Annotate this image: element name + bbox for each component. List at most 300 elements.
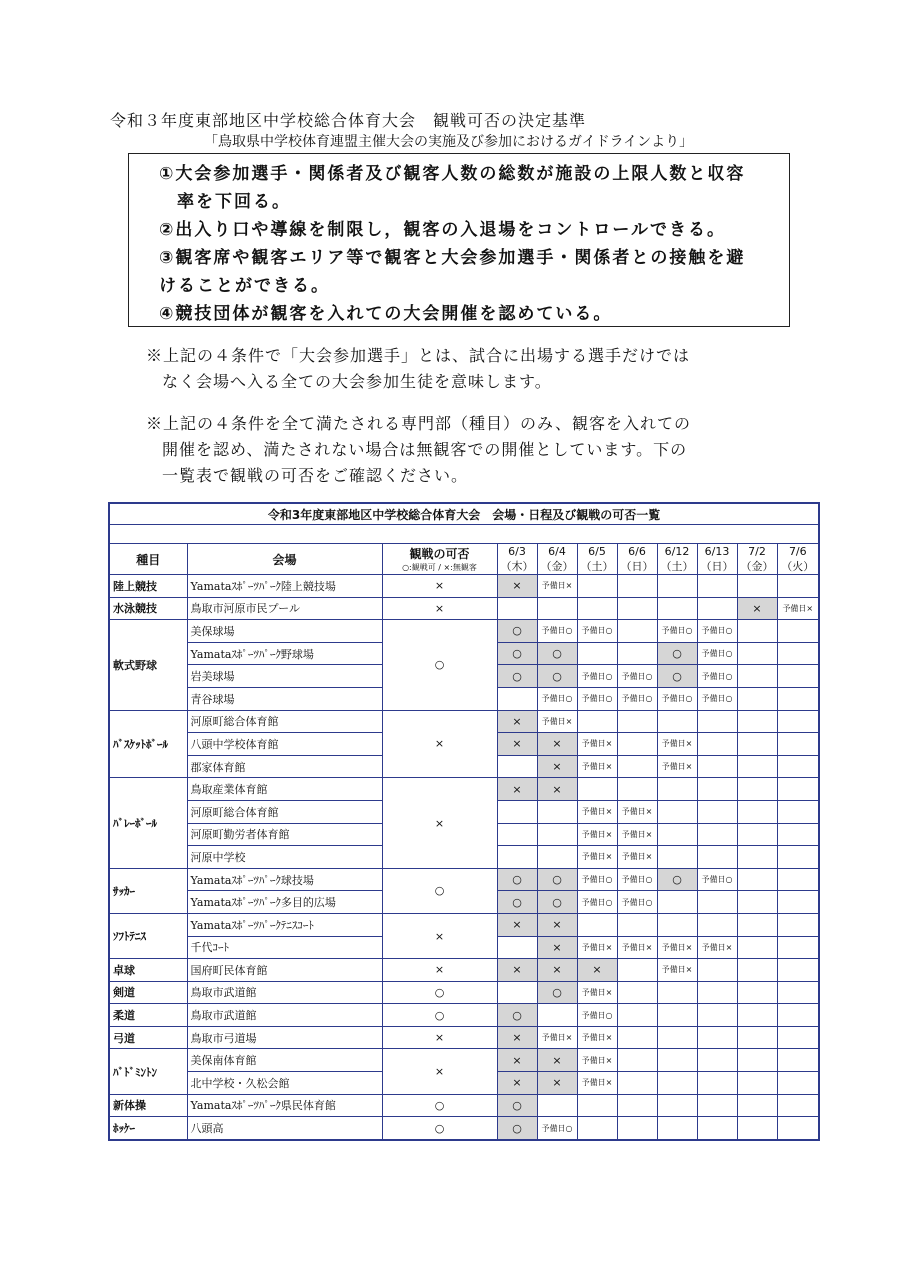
note-2-line-3: 一覧表で観戦の可否をご確認ください。 (162, 466, 469, 485)
schedule-cell (737, 778, 777, 801)
event-cell: ｻｯｶｰ (109, 868, 187, 913)
note-1-line-2: なく会場へ入る全ての大会参加生徒を意味します。 (162, 372, 552, 391)
schedule-cell: 予備日× (617, 823, 657, 846)
schedule-cell (617, 1072, 657, 1095)
schedule-cell (617, 913, 657, 936)
watch-status-cell: × (382, 1026, 497, 1049)
event-cell: ﾎｯｹｰ (109, 1117, 187, 1140)
event-cell: ｿﾌﾄﾃﾆｽ (109, 913, 187, 958)
schedule-cell: 予備日○ (657, 687, 697, 710)
schedule-cell: ○ (537, 891, 577, 914)
event-cell: 軟式野球 (109, 620, 187, 710)
schedule-cell (497, 936, 537, 959)
schedule-cell (617, 575, 657, 598)
schedule-cell: ○ (537, 665, 577, 688)
schedule-cell (697, 800, 737, 823)
event-cell: 卓球 (109, 959, 187, 982)
schedule-cell (697, 778, 737, 801)
schedule-cell (617, 642, 657, 665)
schedule-cell (617, 710, 657, 733)
schedule-cell (577, 642, 617, 665)
schedule-cell: × (497, 778, 537, 801)
schedule-cell (537, 1004, 577, 1027)
venue-cell: 河原町総合体育館 (187, 800, 382, 823)
table-row (109, 710, 819, 733)
event-cell: ﾊﾞｽｹｯﾄﾎﾞｰﾙ (109, 710, 187, 778)
schedule-cell (697, 575, 737, 598)
condition-1-cont: 率を下回る。 (177, 192, 291, 212)
schedule-cell (777, 1094, 819, 1117)
schedule-cell (617, 1004, 657, 1027)
schedule-cell: 予備日× (577, 800, 617, 823)
schedule-cell: ○ (657, 642, 697, 665)
schedule-cell: × (537, 913, 577, 936)
schedule-cell: 予備日× (577, 755, 617, 778)
schedule-cell (737, 868, 777, 891)
schedule-cell (777, 1049, 819, 1072)
table-row (109, 1094, 819, 1117)
schedule-cell (577, 913, 617, 936)
schedule-cell (657, 1117, 697, 1140)
venue-cell: 鳥取市武道館 (187, 981, 382, 1004)
schedule-cell: 予備日× (537, 1026, 577, 1049)
venue-cell: Yamataｽﾎﾟｰﾂﾊﾟｰｸ県民体育館 (187, 1094, 382, 1117)
watch-status-cell: × (382, 778, 497, 868)
header-day-label: （金） (540, 559, 574, 573)
schedule-cell: 予備日× (697, 936, 737, 959)
watch-status-cell: × (382, 710, 497, 778)
schedule-cell (497, 846, 537, 869)
schedule-cell (777, 778, 819, 801)
schedule-cell (697, 1094, 737, 1117)
schedule-cell (737, 891, 777, 914)
table-row (109, 1049, 819, 1072)
header-date-label: 6/6 (628, 544, 646, 558)
header-date (617, 544, 657, 575)
schedule-cell: 予備日× (537, 710, 577, 733)
header-date-label: 7/6 (788, 544, 807, 558)
schedule-cell: ○ (497, 642, 537, 665)
header-date-label: 7/2 (748, 544, 766, 558)
header-watch-label: 観戦の可否 (409, 547, 470, 561)
schedule-cell: × (537, 959, 577, 982)
venue-cell: 千代ｺｰﾄ (187, 936, 382, 959)
schedule-cell: ○ (497, 868, 537, 891)
schedule-cell (697, 755, 737, 778)
venue-cell: 河原町総合体育館 (187, 710, 382, 733)
schedule-cell (577, 575, 617, 598)
schedule-cell (697, 959, 737, 982)
note-2-line-1: ※上記の４条件を全て満たされる専門部（種目）のみ、観客を入れての (146, 414, 691, 433)
watch-status-cell: ○ (382, 981, 497, 1004)
page-title: 令和３年度東部地区中学校総合体育大会 観戦可否の決定基準 (110, 111, 587, 130)
schedule-cell (497, 800, 537, 823)
schedule-cell (537, 1094, 577, 1117)
schedule-cell: 予備日× (657, 755, 697, 778)
schedule-cell (617, 959, 657, 982)
table-row (109, 575, 819, 598)
header-date (777, 544, 819, 575)
schedule-cell (497, 597, 537, 620)
table-row (109, 959, 819, 982)
event-cell: ﾊﾞﾚｰﾎﾞｰﾙ (109, 778, 187, 868)
schedule-cell (617, 597, 657, 620)
schedule-cell: ○ (537, 642, 577, 665)
schedule-cell: × (537, 1072, 577, 1095)
schedule-cell: ○ (657, 868, 697, 891)
schedule-cell (737, 665, 777, 688)
schedule-cell: ○ (537, 981, 577, 1004)
venue-cell: Yamataｽﾎﾟｰﾂﾊﾟｰｸ多目的広場 (187, 891, 382, 914)
condition-1: ①大会参加選手・関係者及び観客人数の総数が施設の上限人数と収容 (159, 164, 746, 184)
watch-status-cell: ○ (382, 868, 497, 913)
header-date (577, 544, 617, 575)
schedule-cell: 予備日× (657, 936, 697, 959)
page-subtitle: 「鳥取県中学校体育連盟主催大会の実施及び参加におけるガイドラインより」 (204, 134, 694, 150)
schedule-cell (657, 981, 697, 1004)
schedule-cell: 予備日× (657, 733, 697, 756)
event-cell: 剣道 (109, 981, 187, 1004)
schedule-cell: 予備日× (617, 846, 657, 869)
venue-cell: 河原中学校 (187, 846, 382, 869)
schedule-cell: 予備日× (577, 936, 617, 959)
schedule-cell (777, 575, 819, 598)
schedule-cell (777, 959, 819, 982)
schedule-cell: ○ (657, 665, 697, 688)
schedule-cell (697, 710, 737, 733)
schedule-cell (657, 913, 697, 936)
table-header-row (109, 544, 819, 575)
schedule-cell (777, 868, 819, 891)
schedule-cell: × (537, 733, 577, 756)
venue-cell: 鳥取市武道館 (187, 1004, 382, 1027)
schedule-cell (777, 981, 819, 1004)
header-watch (382, 544, 497, 575)
schedule-cell (697, 1026, 737, 1049)
table-row (109, 868, 819, 891)
schedule-cell (737, 981, 777, 1004)
schedule-cell: × (497, 1072, 537, 1095)
note-1 (146, 343, 806, 395)
event-cell: 弓道 (109, 1026, 187, 1049)
schedule-cell (777, 936, 819, 959)
header-date (737, 544, 777, 575)
schedule-cell (657, 597, 697, 620)
schedule-cell: 予備日○ (697, 620, 737, 643)
schedule-cell (737, 1004, 777, 1027)
schedule-cell (537, 597, 577, 620)
table-caption: 令和3年度東部地区中学校総合体育大会 会場・日程及び観戦の可否一覧 (109, 503, 819, 525)
venue-cell: 北中学校・久松会館 (187, 1072, 382, 1095)
header-date-label: 6/3 (508, 544, 526, 558)
schedule-cell (617, 1094, 657, 1117)
condition-2: ②出入り口や導線を制限し，観客の入退場をコントロールできる。 (159, 220, 727, 240)
venue-cell: 青谷球場 (187, 687, 382, 710)
schedule-cell (577, 710, 617, 733)
schedule-cell: 予備日○ (577, 620, 617, 643)
schedule-cell (497, 823, 537, 846)
watch-status-cell: ○ (382, 1094, 497, 1117)
note-2 (146, 411, 806, 489)
watch-status-cell: ○ (382, 1117, 497, 1140)
schedule-cell: 予備日○ (697, 665, 737, 688)
schedule-cell: 予備日○ (617, 891, 657, 914)
schedule-cell: 予備日○ (577, 891, 617, 914)
venue-cell: 岩美球場 (187, 665, 382, 688)
watch-status-cell: × (382, 597, 497, 620)
header-venue: 会場 (187, 544, 382, 575)
schedule-cell (617, 778, 657, 801)
table-row (109, 778, 819, 801)
schedule-cell (657, 891, 697, 914)
schedule-cell: 予備日× (657, 959, 697, 982)
schedule-cell: 予備日○ (537, 687, 577, 710)
schedule-cell: × (497, 913, 537, 936)
header-date-label: 6/5 (588, 544, 606, 558)
schedule-cell: 予備日× (577, 733, 617, 756)
schedule-cell (697, 597, 737, 620)
schedule-cell (777, 1026, 819, 1049)
header-day-label: （金） (740, 559, 774, 573)
schedule-cell: × (537, 1049, 577, 1072)
event-cell: 新体操 (109, 1094, 187, 1117)
schedule-cell: ○ (497, 891, 537, 914)
schedule-cell (617, 620, 657, 643)
schedule-cell: ○ (497, 1094, 537, 1117)
schedule-cell (737, 1094, 777, 1117)
schedule-cell: ○ (497, 665, 537, 688)
schedule-cell (617, 1026, 657, 1049)
schedule-cell (777, 823, 819, 846)
schedule-table-body (109, 503, 819, 1140)
schedule-cell: 予備日○ (617, 665, 657, 688)
schedule-cell (697, 1004, 737, 1027)
schedule-cell: 予備日○ (697, 687, 737, 710)
venue-cell: 美保球場 (187, 620, 382, 643)
schedule-cell (697, 1072, 737, 1095)
schedule-cell (537, 800, 577, 823)
schedule-cell: 予備日○ (537, 620, 577, 643)
schedule-cell (697, 823, 737, 846)
schedule-cell: 予備日× (537, 575, 577, 598)
schedule-cell: × (497, 733, 537, 756)
venue-cell: 鳥取市河原市民プール (187, 597, 382, 620)
schedule-cell: 予備日○ (697, 868, 737, 891)
schedule-cell (737, 823, 777, 846)
watch-status-cell: × (382, 913, 497, 958)
schedule-cell (657, 778, 697, 801)
schedule-cell (657, 800, 697, 823)
schedule-cell: ○ (497, 620, 537, 643)
header-day-label: （木） (500, 559, 534, 573)
schedule-cell: 予備日× (617, 936, 657, 959)
schedule-cell (497, 981, 537, 1004)
schedule-cell (777, 891, 819, 914)
note-2-line-2: 開催を認め、満たされない場合は無観客での開催としています。下の (162, 440, 688, 459)
header-date (697, 544, 737, 575)
schedule-cell: 予備日× (777, 597, 819, 620)
schedule-cell (697, 891, 737, 914)
header-date-label: 6/12 (664, 544, 690, 558)
schedule-cell: 予備日× (577, 1049, 617, 1072)
schedule-cell: × (537, 936, 577, 959)
schedule-cell (617, 755, 657, 778)
schedule-cell (577, 778, 617, 801)
schedule-cell (657, 710, 697, 733)
schedule-cell: 予備日○ (577, 1004, 617, 1027)
venue-cell: Yamataｽﾎﾟｰﾂﾊﾟｰｸ野球場 (187, 642, 382, 665)
venue-cell: 国府町民体育館 (187, 959, 382, 982)
event-cell: 陸上競技 (109, 575, 187, 598)
schedule-cell (657, 1094, 697, 1117)
schedule-cell: 予備日× (577, 823, 617, 846)
schedule-cell (537, 846, 577, 869)
venue-cell: 鳥取産業体育館 (187, 778, 382, 801)
schedule-cell (777, 913, 819, 936)
schedule-cell (697, 846, 737, 869)
schedule-cell (737, 1117, 777, 1140)
schedule-cell: 予備日× (577, 846, 617, 869)
schedule-cell (537, 823, 577, 846)
schedule-cell: 予備日○ (697, 642, 737, 665)
schedule-cell (617, 1117, 657, 1140)
condition-3: ③観客席や観客エリア等で観客と大会参加選手・関係者との接触を避 (159, 248, 746, 268)
schedule-cell (577, 1094, 617, 1117)
schedule-cell (777, 687, 819, 710)
schedule-cell: 予備日○ (617, 868, 657, 891)
table-row (109, 1026, 819, 1049)
schedule-cell: 予備日× (577, 1072, 617, 1095)
schedule-cell: 予備日× (577, 981, 617, 1004)
schedule-cell (777, 642, 819, 665)
schedule-cell: 予備日○ (577, 665, 617, 688)
schedule-cell: 予備日○ (577, 868, 617, 891)
schedule-cell: × (497, 1026, 537, 1049)
schedule-cell (617, 981, 657, 1004)
schedule-cell (777, 1117, 819, 1140)
schedule-cell: × (737, 597, 777, 620)
header-watch-legend: ○:観戦可 / ×:無観客 (402, 563, 477, 572)
schedule-cell (777, 846, 819, 869)
venue-cell: 八頭高 (187, 1117, 382, 1140)
event-cell: 柔道 (109, 1004, 187, 1027)
header-day-label: （日） (620, 559, 654, 573)
schedule-cell: 予備日○ (537, 1117, 577, 1140)
schedule-cell (737, 1072, 777, 1095)
schedule-cell (577, 597, 617, 620)
schedule-cell: × (577, 959, 617, 982)
table-row (109, 597, 819, 620)
schedule-cell: 予備日○ (657, 620, 697, 643)
schedule-cell (577, 1117, 617, 1140)
schedule-cell (617, 733, 657, 756)
schedule-cell (777, 710, 819, 733)
schedule-cell (737, 575, 777, 598)
header-date (497, 544, 537, 575)
schedule-cell: × (497, 1049, 537, 1072)
schedule-cell (697, 1049, 737, 1072)
schedule-cell (737, 913, 777, 936)
table-row (109, 620, 819, 643)
schedule-cell (657, 1049, 697, 1072)
header-date-label: 6/4 (548, 544, 566, 558)
schedule-cell (657, 575, 697, 598)
schedule-cell (697, 913, 737, 936)
schedule-cell (697, 1117, 737, 1140)
schedule-cell: ○ (497, 1004, 537, 1027)
schedule-cell: × (497, 710, 537, 733)
schedule-cell: × (537, 755, 577, 778)
table-row (109, 1004, 819, 1027)
venue-cell: Yamataｽﾎﾟｰﾂﾊﾟｰｸ球技場 (187, 868, 382, 891)
schedule-cell: × (537, 778, 577, 801)
condition-4: ④競技団体が観客を入れての大会開催を認めている。 (159, 304, 613, 324)
schedule-cell (737, 710, 777, 733)
conditions-box (128, 153, 790, 327)
schedule-cell (737, 959, 777, 982)
event-cell: ﾊﾞﾄﾞﾐﾝﾄﾝ (109, 1049, 187, 1094)
header-day-label: （土） (660, 559, 694, 573)
schedule-cell (737, 642, 777, 665)
schedule-cell (497, 755, 537, 778)
table-row (109, 981, 819, 1004)
venue-cell: Yamataｽﾎﾟｰﾂﾊﾟｰｸ陸上競技場 (187, 575, 382, 598)
watch-status-cell: × (382, 575, 497, 598)
header-date (657, 544, 697, 575)
watch-status-cell: × (382, 959, 497, 982)
schedule-cell (737, 800, 777, 823)
schedule-cell: × (497, 959, 537, 982)
condition-3-cont: けることができる。 (159, 276, 330, 296)
schedule-cell (777, 755, 819, 778)
schedule-cell (737, 1026, 777, 1049)
schedule-cell: 予備日× (617, 800, 657, 823)
header-event: 種目 (109, 544, 187, 575)
table-row (109, 913, 819, 936)
schedule-cell (737, 733, 777, 756)
header-day-label: （火） (781, 559, 815, 573)
schedule-cell: ○ (537, 868, 577, 891)
table-row (109, 1117, 819, 1140)
schedule-cell (777, 800, 819, 823)
schedule-cell (657, 1004, 697, 1027)
schedule-cell (617, 1049, 657, 1072)
event-cell: 水泳競技 (109, 597, 187, 620)
venue-cell: 八頭中学校体育館 (187, 733, 382, 756)
schedule-cell: 予備日× (577, 1026, 617, 1049)
schedule-cell (737, 1049, 777, 1072)
schedule-cell (697, 981, 737, 1004)
schedule-cell: × (497, 575, 537, 598)
schedule-table (108, 502, 820, 1141)
schedule-cell (657, 1072, 697, 1095)
schedule-cell (497, 687, 537, 710)
schedule-cell (737, 755, 777, 778)
venue-cell: 郡家体育館 (187, 755, 382, 778)
header-day-label: （日） (700, 559, 734, 573)
schedule-cell: ○ (497, 1117, 537, 1140)
schedule-cell (777, 733, 819, 756)
header-day-label: （土） (580, 559, 614, 573)
table-spacer (109, 525, 819, 544)
watch-status-cell: ○ (382, 620, 497, 710)
schedule-cell (777, 620, 819, 643)
schedule-cell (697, 733, 737, 756)
schedule-cell (737, 687, 777, 710)
venue-cell: 美保南体育館 (187, 1049, 382, 1072)
venue-cell: 鳥取市弓道場 (187, 1026, 382, 1049)
header-date (537, 544, 577, 575)
